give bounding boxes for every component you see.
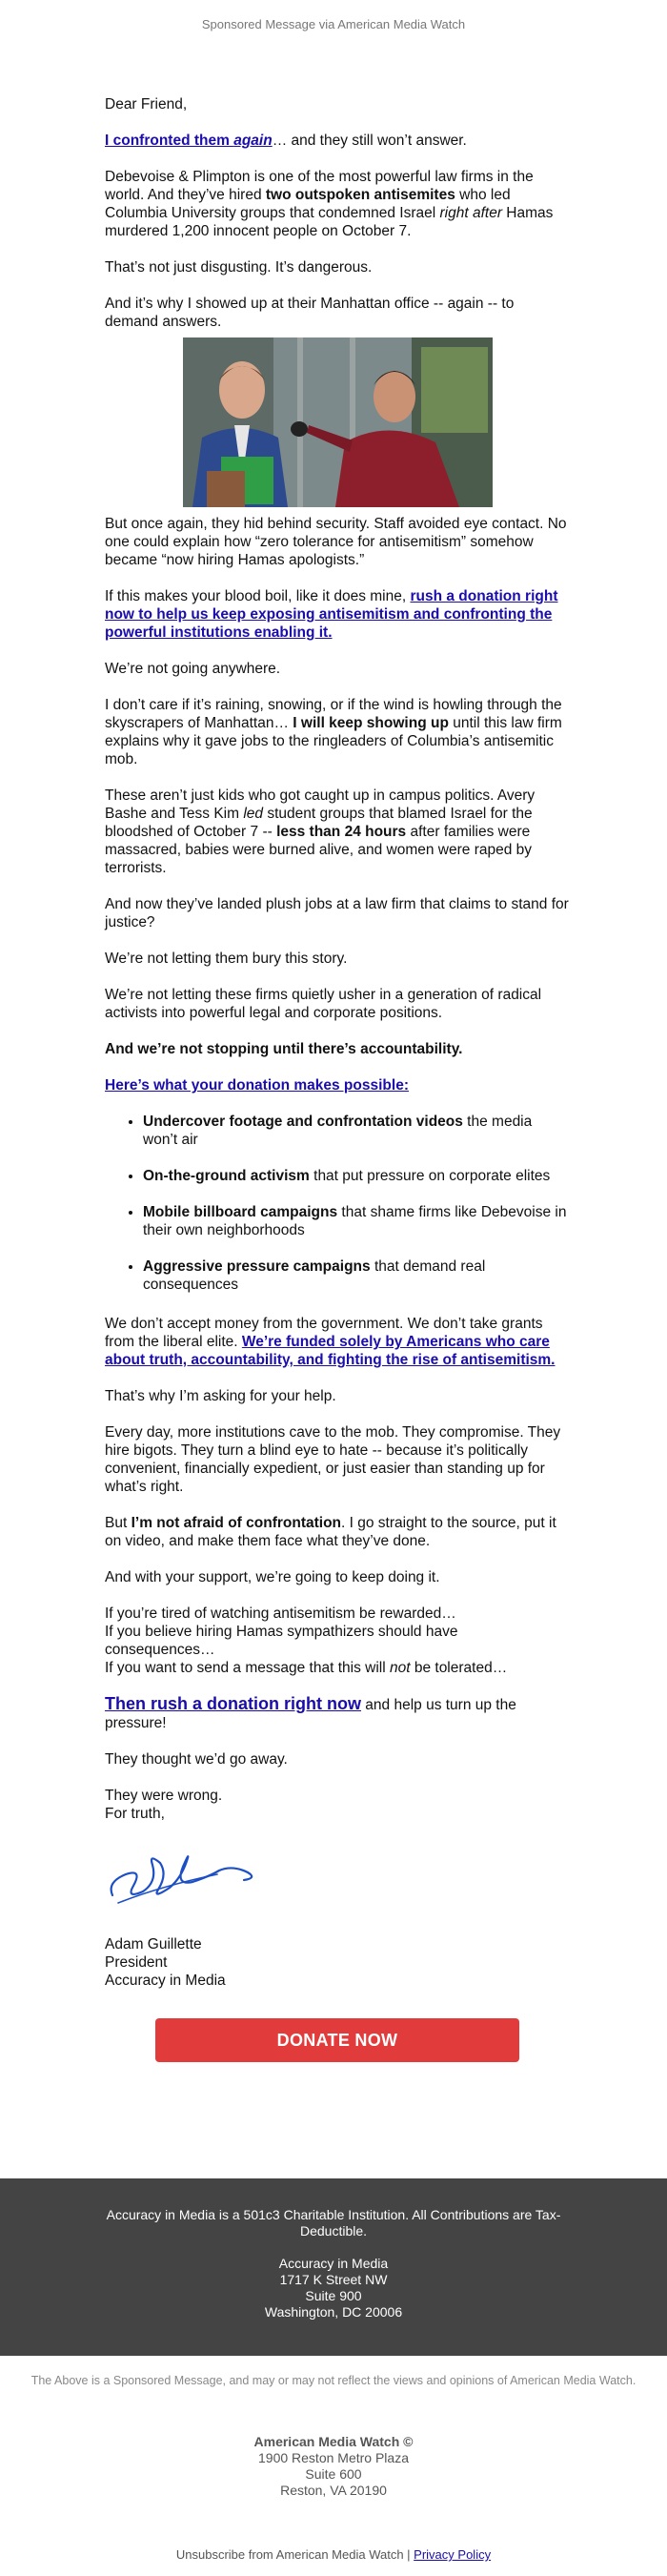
- donate-now-button[interactable]: DONATE NOW: [155, 2018, 519, 2062]
- paragraph-showed-up: And it’s why I showed up at their Manhattan office -- again -- to demand answers.: [105, 296, 515, 330]
- signer-block: [105, 1935, 570, 1990]
- sender-suite: Suite 600: [305, 2466, 362, 2482]
- paragraph-hid-behind-security: But once again, they hid behind security. Staff avoided eye contact. No one could explain how “zero tolerance for antisemitism” somehow became “now hiring Hamas apologists.”: [105, 516, 567, 568]
- unsubscribe-line: Unsubscribe from American Media Watch | Privacy Policy: [175, 2547, 492, 2562]
- paragraph-go-away: They thought we’d go away.: [105, 1751, 288, 1768]
- paragraph-accountability: And we’re not stopping until there’s accountability.: [105, 1041, 463, 1057]
- charity-note: Accuracy in Media is a 501c3 Charitable Institution. All Contributions are Tax-Deductible.: [106, 2207, 561, 2239]
- signer-name: Adam Guillette: [105, 1936, 202, 1952]
- sender-address: [0, 2434, 667, 2499]
- footer-street: 1717 K Street NW: [279, 2272, 388, 2287]
- signer-title: President: [105, 1954, 168, 1971]
- privacy-policy-link[interactable]: Privacy Policy: [414, 2547, 492, 2562]
- paragraph-funding: We don’t accept money from the government. We don’t take grants from the liberal elite. We’re funded solely by Americans who care about truth, accountability, and fighting the rise of antisemitism.: [105, 1316, 556, 1368]
- sponsor-line: Sponsored Message via American Media Watch: [201, 17, 466, 31]
- paragraph-usher: We’re not letting these firms quietly usher in a generation of radical activists into powerful legal and corporate positions.: [105, 987, 542, 1021]
- greeting: Dear Friend,: [105, 96, 188, 112]
- paragraph-confrontation: But I’m not afraid of confrontation. I go straight to the source, put it on video, and make them face what they’ve done.: [105, 1515, 556, 1549]
- funded-by-americans-link[interactable]: We’re funded solely by Americans who care about truth, accountability, and fighting the rise of antisemitism.: [105, 1334, 556, 1368]
- confrontation-photo: [183, 337, 493, 507]
- paragraph-institutions-cave: Every day, more institutions cave to the mob. They compromise. They hire bigots. They turn a blind eye to hate -- because it’s politically convenient, financially expedient, or just easier than standing up for what’s right.: [105, 1424, 561, 1495]
- list-item: • Aggressive pressure campaigns that demand real consequences: [143, 1257, 570, 1294]
- donation-benefits-list: [105, 1113, 570, 1294]
- paragraph-keep-showing-up: I don’t care if it’s raining, snowing, or if the wind is howling through the skyscrapers of Manhattan… I will keep showing up until this law firm explains why it gave jobs to the ringleaders of Columbia’s antisemitic mob.: [105, 697, 562, 767]
- then-rush-donation-link[interactable]: Then rush a donation right now: [105, 1694, 361, 1713]
- intro-paragraph: I confronted them again… and they still won’t answer.: [105, 133, 467, 149]
- sender-street: 1900 Reston Metro Plaza: [258, 2450, 409, 2465]
- paragraph-plush-jobs: And now they’ve landed plush jobs at a law firm that claims to stand for justice?: [105, 896, 569, 930]
- signer-org: Accuracy in Media: [105, 1973, 226, 1989]
- paragraph-debevoise: Debevoise & Plimpton is one of the most powerful law firms in the world. And they’ve hired two outspoken antisemites who led Columbia University groups that condemned Israel right after Hamas murdered 1,200 innocent people on October 7.: [105, 169, 554, 239]
- sponsored-disclaimer: The Above is a Sponsored Message, and may or may not reflect the views and opinions of American Media Watch.: [30, 2374, 637, 2387]
- unsubscribe-link[interactable]: Unsubscribe from American Media Watch: [175, 2547, 404, 2562]
- paragraph-asking-help: That’s why I’m asking for your help.: [105, 1388, 336, 1404]
- sender-city: Reston, VA 20190: [280, 2483, 387, 2498]
- paragraph-rush-donation: Then rush a donation right now and help us turn up the pressure!: [105, 1694, 516, 1731]
- paragraph-if-you: If you’re tired of watching antisemitism be rewarded… If you believe hiring Hamas sympathizers should have consequences… If you want to send a message that this will not be tolerated…: [105, 1605, 508, 1676]
- footer-org: Accuracy in Media: [278, 2256, 389, 2271]
- paragraph-bury-story: We’re not letting them bury this story.: [105, 951, 348, 967]
- list-item: • Undercover footage and confrontation videos the media won’t air: [143, 1113, 570, 1149]
- paragraph-campus-politics: These aren’t just kids who got caught up in campus politics. Avery Bashe and Tess Kim led student groups that blamed Israel for the bloodshed of October 7 -- less than 24 hours after families were massacred, babies were burned alive, and women were raped by terrorists.: [105, 787, 536, 876]
- list-item: • Mobile billboard campaigns that shame firms like Debevoise in their own neighborhoods: [143, 1203, 570, 1239]
- letter-body: [105, 95, 570, 2062]
- sender-name: American Media Watch ©: [253, 2434, 414, 2449]
- closing: They were wrong. For truth,: [105, 1788, 223, 1822]
- donation-makes-possible-paragraph: [105, 1076, 570, 1094]
- footer-city: Washington, DC 20006: [264, 2304, 403, 2320]
- list-item: • On-the-ground activism that put pressure on corporate elites: [143, 1167, 570, 1185]
- signature: [105, 1836, 570, 1914]
- paragraph-not-going-anywhere: We’re not going anywhere.: [105, 661, 281, 677]
- footer-suite: Suite 900: [305, 2288, 362, 2303]
- rush-donation-link[interactable]: rush a donation right now to help us keep exposing antisemitism and confronting the powerful institutions enabling it.: [105, 588, 558, 641]
- donation-makes-possible-link[interactable]: Here’s what your donation makes possible:: [105, 1077, 409, 1094]
- paragraph-blood-boil: If this makes your blood boil, like it does mine, rush a donation right now to help us keep exposing antisemitism and confronting the powerful institutions enabling it.: [105, 588, 558, 641]
- paragraph-keep-doing: And with your support, we’re going to keep doing it.: [105, 1569, 440, 1585]
- confronted-link[interactable]: I confronted them again: [105, 133, 273, 149]
- charity-footer: [0, 2178, 667, 2356]
- donate-area: [105, 2018, 570, 2062]
- paragraph-disgusting: That’s not just disgusting. It’s dangerous.: [105, 259, 373, 276]
